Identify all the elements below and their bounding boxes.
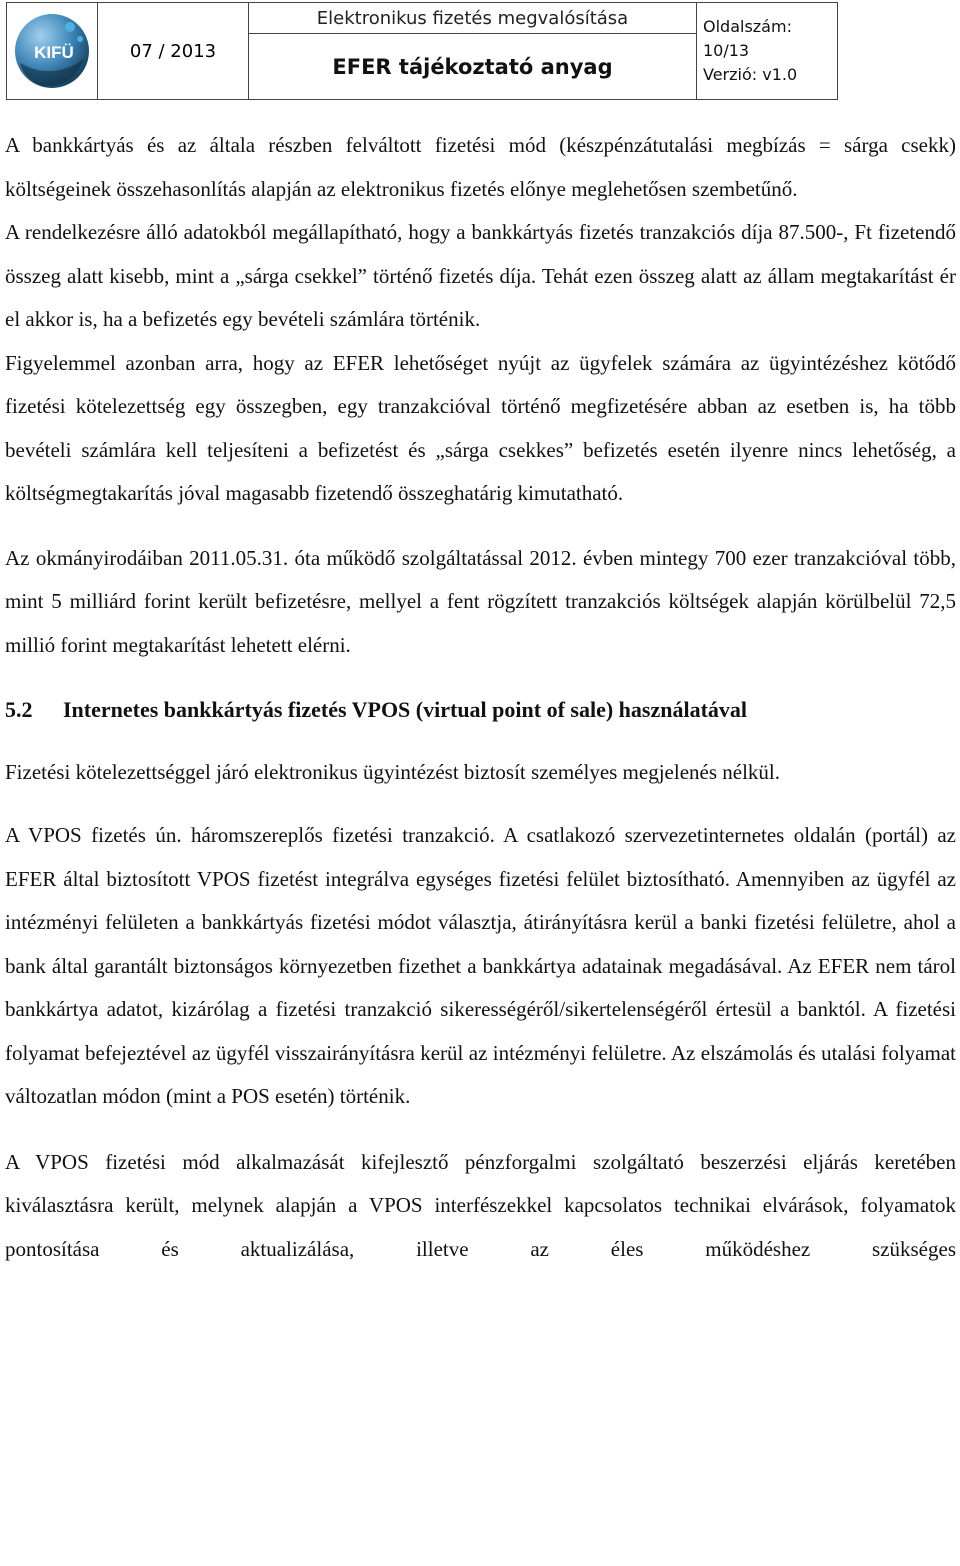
logo-cell bbox=[7, 3, 98, 100]
header-date: 07 / 2013 bbox=[98, 3, 249, 100]
paragraph-cost-comparison: A bankkártyás és az általa részben felváltott fizetési mód (készpénzátutalási megbízás = sárga csekk) költségeinek összehasonlítás alapján az elektronikus fizetés előnye meglehetősen szembetűnő. bbox=[5, 133, 956, 201]
header-subject: Elektronikus fizetés megvalósítása bbox=[249, 3, 697, 34]
svg-text:KIFÜ: KIFÜ bbox=[34, 43, 74, 62]
paragraph-statistics: Az okmányirodáiban 2011.05.31. óta működő szolgáltatással 2012. évben mintegy 700 ezer tranzakcióval több, mint 5 milliárd forint került befizetésre, mellyel a fent rögzített tranzakciós költségek alapján körülbelül 72,5 millió forint megtakarítást lehetett elérni. bbox=[5, 545, 956, 657]
paragraph-vpos-procurement: A VPOS fizetési mód alkalmazását kifejlesztő pénzforgalmi szolgáltató beszerzési eljárás keretében kiválasztásra került, melynek alapján a VPOS interfészekkel kapcsolatos technikai elvárások, folyamatok pontosítása és aktualizálása, illetve az éles működéshez szükséges bbox=[5, 1149, 956, 1261]
section-number: 5.2 bbox=[5, 697, 33, 722]
paragraph-vpos-transaction: A VPOS fizetés ún. háromszereplős fizetési tranzakció. A csatlakozó szervezetinternetes oldalán (portál) az EFER által biztosított VPOS fizetést integrálva egységes fizetési felület biztosítható. Amennyiben az ügyfél az intézményi felületen a bankkártyás fizetési módot választja, átirányításra kerül a banki fizetési felületre, ahol a bank által garantált biztonságos környezetben fizethet a bankkártya adatainak megadásával. Az EFER nem tárol bankkártya adatot, kizárólag a fizetési tranzakció sikerességéről/sikertelenségéről értesül a banktól. A fizetési folyamat befejeztével az ügyfél visszairányításra kerül az intézményi felületre. Az elszámolás és utalási folyamat változatlan módon (mint a POS esetén) történik. bbox=[5, 823, 956, 1108]
section-title: Internetes bankkártyás fizetés VPOS (virtual point of sale) használatával bbox=[63, 697, 748, 722]
header-title: EFER tájékoztató anyag bbox=[249, 34, 697, 100]
kifu-logo-icon bbox=[12, 11, 92, 91]
document-header bbox=[6, 2, 838, 100]
version-label: Verzió: v1.0 bbox=[703, 65, 798, 84]
kifu-logo bbox=[12, 11, 92, 91]
paragraph-efer-opportunity: Figyelemmel azonban arra, hogy az EFER lehetőséget nyújt az ügyfelek számára az ügyintézéshez kötődő fizetési kötelezettség egy összegben, egy tranzakcióval történő megfizetésére abban az esetben is, ha több bevételi számlára kell teljesíteni a befizetést és „sárga csekkes” befizetés esetén ilyenre nincs lehetőség, a költségmegtakarítás jóval magasabb fizetendő összeghatárig kimutatható. bbox=[5, 350, 956, 505]
page-label: Oldalszám: bbox=[703, 17, 792, 36]
section-heading bbox=[5, 688, 956, 732]
document-body bbox=[5, 124, 956, 1271]
page-number: 10/13 bbox=[703, 41, 750, 60]
paragraph-transaction-fee: A rendelkezésre álló adatokból megállapítható, hogy a bankkártyás fizetés tranzakciós díja 87.500-, Ft fizetendő összeg alatt kisebb, mint a „sárga csekkel” történő fizetés díja. Tehát ezen összeg alatt az állam megtakarítást ér el akkor is, ha a befizetés egy bevételi számlára történik. bbox=[5, 220, 956, 331]
paragraph-vpos-intro: Fizetési kötelezettséggel járó elektronikus ügyintézést biztosít személyes megjelenés nélkül. bbox=[5, 759, 781, 784]
header-meta bbox=[697, 3, 838, 100]
